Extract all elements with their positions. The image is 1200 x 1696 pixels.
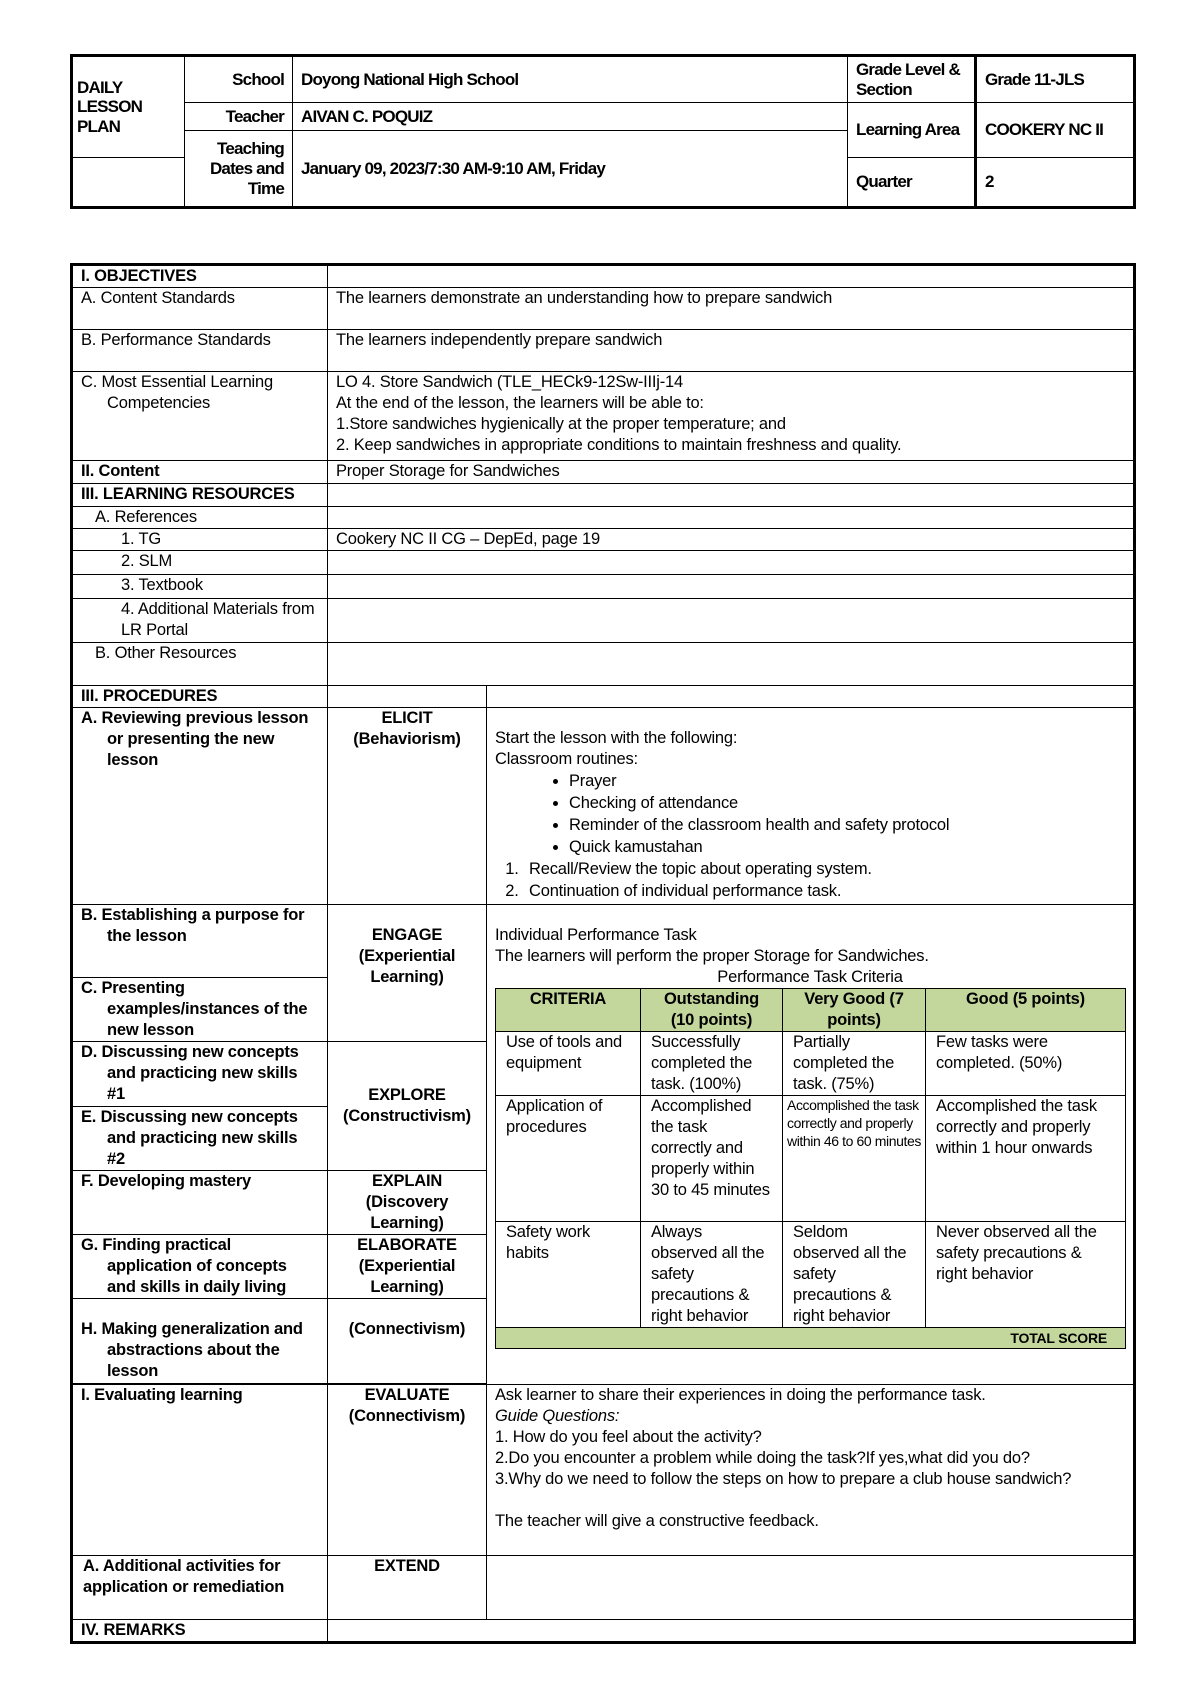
procedure-a-phase: ELICIT (Behaviorism) xyxy=(328,707,487,904)
teacher-value: AIVAN C. POQUIZ xyxy=(293,103,848,131)
criteria-cell: Partially completed the task. (75%) xyxy=(783,1031,926,1095)
procedure-e-label: E. Discussing new concepts and practicing new skills #2 xyxy=(72,1106,328,1170)
i-intro: Ask learner to share their experiences in doing the performance task. xyxy=(495,1385,986,1404)
dlp-title: DAILY LESSON PLAN xyxy=(72,56,185,158)
criteria-cell: Accomplished the task correctly and properly within 30 to 45 minutes xyxy=(641,1095,783,1221)
task-description: The learners will perform the proper Storage for Sandwiches. xyxy=(495,946,929,965)
procedure-a-content xyxy=(487,707,1135,904)
school-label: School xyxy=(185,56,293,103)
i-guide: Guide Questions: xyxy=(495,1406,620,1425)
procedure-g-phase: ELABORATE (Experiential Learning) xyxy=(328,1235,487,1299)
content-label: II. Content xyxy=(72,460,328,483)
additional-materials-label: 4. Additional Materials from LR Portal xyxy=(72,599,328,642)
procedure-d-label: D. Discussing new concepts and practicing new skills #1 xyxy=(72,1042,328,1106)
criteria-cell: Application of procedures xyxy=(496,1095,641,1221)
other-resources-label: B. Other Resources xyxy=(72,642,328,685)
criteria-header: Very Good (7 points) xyxy=(783,988,926,1031)
total-score-label: TOTAL SCORE xyxy=(496,1327,1126,1348)
i-feedback: The teacher will give a constructive feedback. xyxy=(495,1511,819,1530)
performance-standards-value: The learners independently prepare sandwich xyxy=(328,330,1135,372)
slm-label: 2. SLM xyxy=(72,551,328,575)
criteria-cell: Accomplished the task correctly and properly within 46 to 60 minutes xyxy=(783,1095,926,1221)
procedure-i-content xyxy=(487,1384,1135,1556)
procedure-i-label: I. Evaluating learning xyxy=(72,1384,328,1556)
extend-phase: EXTEND xyxy=(328,1556,487,1619)
i-question: 3.Why do we need to follow the steps on how to prepare a club house sandwich? xyxy=(495,1469,1072,1488)
criteria-title: Performance Task Criteria xyxy=(717,967,903,986)
lesson-plan-table xyxy=(70,263,1136,1644)
content-value: Proper Storage for Sandwiches xyxy=(328,460,1135,483)
extend-label: A. Additional activities for application or remediation xyxy=(72,1556,328,1619)
quarter-value: 2 xyxy=(976,157,1135,207)
list-item: • Reminder of the classroom health and safety protocol xyxy=(569,814,1125,836)
task-title: Individual Performance Task xyxy=(495,925,697,944)
criteria-header: Outstanding (10 points) xyxy=(641,988,783,1031)
list-item: 2. Continuation of individual performance task. xyxy=(523,880,1125,902)
melc-line: LO 4. Store Sandwich (TLE_HECk9-12Sw-IIIj-14 xyxy=(336,373,684,392)
dates-value: January 09, 2023/7:30 AM-9:10 AM, Friday xyxy=(293,131,848,208)
i-question: 2.Do you encounter a problem while doing the task?If yes,what did you do? xyxy=(495,1448,1030,1467)
header-table xyxy=(70,54,1136,209)
performance-standards-label: B. Performance Standards xyxy=(72,330,328,372)
procedure-b-label: B. Establishing a purpose for the lesson xyxy=(72,904,328,977)
melc-label: C. Most Essential Learning Competencies xyxy=(72,372,328,460)
grade-label: Grade Level & Section xyxy=(848,56,976,103)
procedures-heading: III. PROCEDURES xyxy=(72,685,328,707)
list-item: • Checking of attendance xyxy=(569,792,1125,814)
criteria-header: CRITERIA xyxy=(496,988,641,1031)
content-standards-label: A. Content Standards xyxy=(72,288,328,330)
tg-value: Cookery NC II CG – DepEd, page 19 xyxy=(328,529,1135,551)
objectives-heading: I. OBJECTIVES xyxy=(72,265,328,288)
references-label: A. References xyxy=(72,507,328,529)
melc-line: 2. Keep sandwiches in appropriate conditions to maintain freshness and quality. xyxy=(336,436,902,455)
criteria-cell: Seldom observed all the safety precautions & right behavior xyxy=(783,1221,926,1327)
dates-label: Teaching Dates and Time xyxy=(185,131,293,208)
procedure-g-label: G. Finding practical application of concepts and skills in daily living xyxy=(72,1235,328,1299)
melc-line: 1.Store sandwiches hygienically at the proper temperature; and xyxy=(336,415,786,434)
i-question: 1. How do you feel about the activity? xyxy=(495,1427,762,1446)
area-label: Learning Area xyxy=(848,103,976,157)
procedure-i-phase: EVALUATE (Connectivism) xyxy=(328,1384,487,1556)
review-list xyxy=(495,858,1125,902)
quarter-label: Quarter xyxy=(848,157,976,207)
a-routines: Classroom routines: xyxy=(495,749,638,768)
routines-list xyxy=(495,770,1125,858)
procedure-de-phase: EXPLORE (Constructivism) xyxy=(328,1042,487,1171)
content-standards-value: The learners demonstrate an understanding how to prepare sandwich xyxy=(328,288,1135,330)
procedure-h-label: H. Making generalization and abstractions about the lesson xyxy=(72,1299,328,1383)
criteria-cell: Few tasks were completed. (50%) xyxy=(926,1031,1126,1095)
procedure-c-label: C. Presenting examples/instances of the new lesson xyxy=(72,978,328,1042)
performance-task-cell xyxy=(487,904,1135,1384)
criteria-cell: Successfully completed the task. (100%) xyxy=(641,1031,783,1095)
list-item: 1. Recall/Review the topic about operating system. xyxy=(523,858,1125,880)
a-intro: Start the lesson with the following: xyxy=(495,728,738,747)
criteria-cell: Safety work habits xyxy=(496,1221,641,1327)
criteria-cell: Accomplished the task correctly and properly within 1 hour onwards xyxy=(926,1095,1126,1221)
criteria-cell: Always observed all the safety precautions & right behavior xyxy=(641,1221,783,1327)
school-value: Doyong National High School xyxy=(293,56,848,103)
list-item: • Prayer xyxy=(569,770,1125,792)
criteria-cell: Never observed all the safety precautions & right behavior xyxy=(926,1221,1126,1327)
area-value: COOKERY NC II xyxy=(976,103,1135,157)
remarks-label: IV. REMARKS xyxy=(72,1619,328,1642)
teacher-label: Teacher xyxy=(185,103,293,131)
procedure-f-phase: EXPLAIN (Discovery Learning) xyxy=(328,1170,487,1234)
criteria-table xyxy=(495,988,1126,1349)
resources-heading: III. LEARNING RESOURCES xyxy=(72,483,328,506)
melc-line: At the end of the lesson, the learners will be able to: xyxy=(336,394,704,413)
melc-value xyxy=(328,372,1135,460)
tg-label: 1. TG xyxy=(72,529,328,551)
list-item: • Quick kamustahan xyxy=(569,836,1125,858)
grade-value: Grade 11-JLS xyxy=(976,56,1135,103)
blank-cell xyxy=(72,157,185,207)
textbook-label: 3. Textbook xyxy=(72,575,328,599)
procedure-f-label: F. Developing mastery xyxy=(72,1170,328,1234)
procedure-bc-phase: ENGAGE (Experiential Learning) xyxy=(328,904,487,1042)
criteria-header: Good (5 points) xyxy=(926,988,1126,1031)
procedure-a-label: A. Reviewing previous lesson or presenting the new lesson xyxy=(72,707,328,904)
criteria-cell: Use of tools and equipment xyxy=(496,1031,641,1095)
procedure-h-phase: (Connectivism) xyxy=(328,1299,487,1383)
